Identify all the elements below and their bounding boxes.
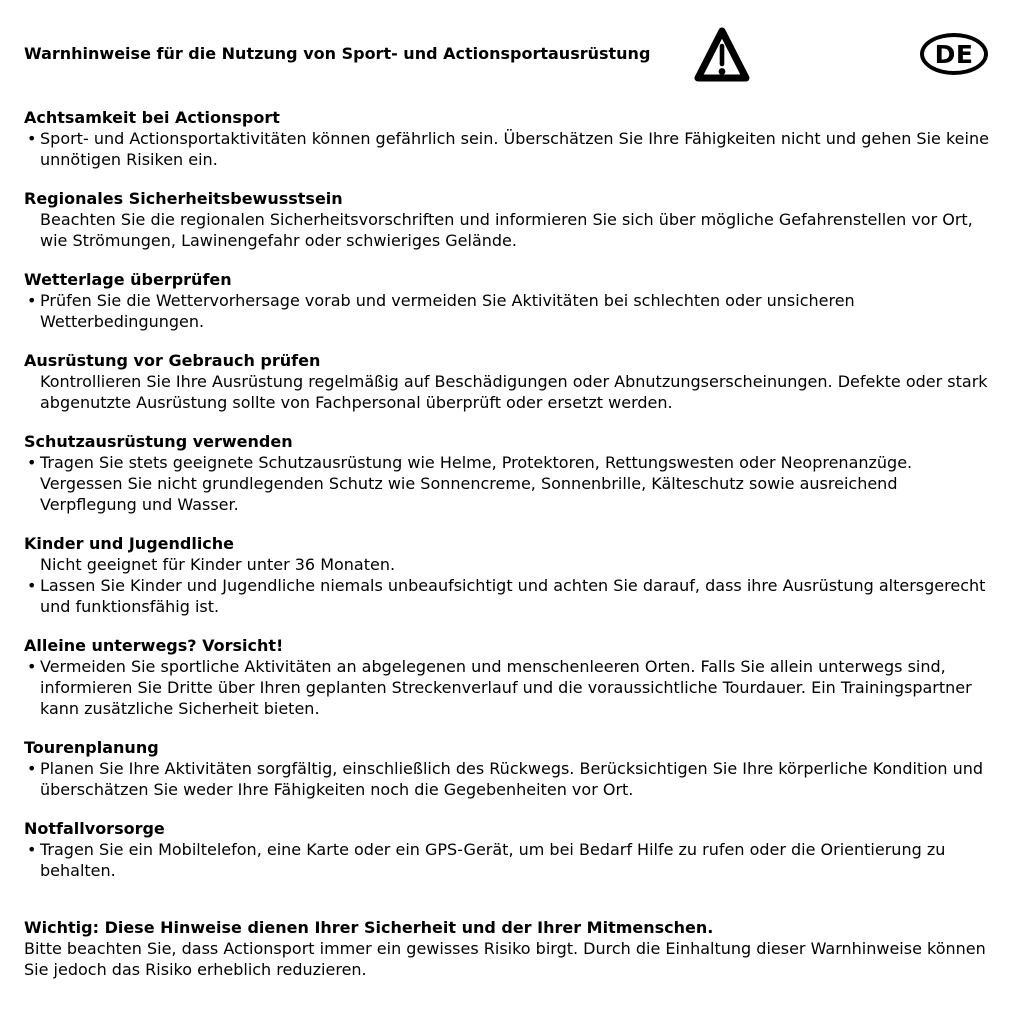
list-item-text: Prüfen Sie die Wettervorhersage vorab und vermeiden Sie Aktivitäten bei schlechten oder unsicheren Wetterbedingungen. bbox=[40, 291, 855, 331]
list-item-text: Tragen Sie stets geeignete Schutzausrüstung wie Helme, Protektoren, Rettungswesten oder Neoprenanzüge. Vergessen Sie nicht grundlegenden Schutz wie Sonnencreme, Sonnenbrille, Kälteschutz sowie ausreichend Verpflegung und Wasser. bbox=[40, 453, 913, 514]
document-header bbox=[24, 0, 998, 107]
section-heading: Notfallvorsorge bbox=[24, 819, 165, 838]
list-item bbox=[24, 452, 998, 515]
section-notfallvorsorge bbox=[24, 818, 998, 881]
footer-note bbox=[24, 917, 998, 980]
bullet-marker: • bbox=[27, 759, 37, 778]
list-item bbox=[24, 290, 998, 332]
section-alleine-unterwegs bbox=[24, 635, 998, 719]
footer-text: Bitte beachten Sie, dass Actionsport immer ein gewisses Risiko birgt. Durch die Einhaltung dieser Warnhinweise können Sie jedoch das Risiko erheblich reduzieren. bbox=[24, 939, 986, 979]
bullet-marker: • bbox=[27, 840, 37, 859]
list-item-text: Nicht geeignet für Kinder unter 36 Monaten. bbox=[40, 555, 396, 574]
page-title: Warnhinweise für die Nutzung von Sport- und Actionsportausrüstung bbox=[24, 44, 651, 63]
list-item-text: Planen Sie Ihre Aktivitäten sorgfältig, einschließlich des Rückwegs. Berücksichtigen Sie Ihre körperliche Kondition und überschätzen Sie weder Ihre Fähigkeiten noch die Gegebenheiten vor Ort. bbox=[40, 759, 984, 799]
bullet-marker: • bbox=[27, 576, 37, 595]
section-kinder-jugendliche bbox=[24, 533, 998, 617]
section-achtsamkeit bbox=[24, 107, 998, 170]
section-heading: Alleine unterwegs? Vorsicht! bbox=[24, 636, 284, 655]
footer-heading: Wichtig: Diese Hinweise dienen Ihrer Sicherheit und der Ihrer Mitmenschen. bbox=[24, 918, 714, 937]
section-regionales-sicherheitsbewusstsein bbox=[24, 188, 998, 251]
warning-triangle-icon bbox=[692, 23, 752, 87]
list-item-text: Sport- und Actionsportaktivitäten können gefährlich sein. Überschätzen Sie Ihre Fähigkeiten nicht und gehen Sie keine unnötigen Risiken ein. bbox=[40, 129, 989, 169]
bullet-marker: • bbox=[27, 291, 37, 310]
section-heading: Schutzausrüstung verwenden bbox=[24, 432, 293, 451]
section-heading: Ausrüstung vor Gebrauch prüfen bbox=[24, 351, 321, 370]
list-item bbox=[24, 575, 998, 617]
section-tourenplanung bbox=[24, 737, 998, 800]
section-heading: Kinder und Jugendliche bbox=[24, 534, 235, 553]
list-item bbox=[24, 839, 998, 881]
list-item bbox=[24, 209, 998, 251]
section-heading: Regionales Sicherheitsbewusstsein bbox=[24, 189, 343, 208]
language-badge bbox=[920, 33, 988, 75]
list-item-text: Lassen Sie Kinder und Jugendliche niemals unbeaufsichtigt und achten Sie darauf, dass ihre Ausrüstung altersgerecht und funktionsfähig ist. bbox=[40, 576, 986, 616]
section-ausruestung-pruefen bbox=[24, 350, 998, 413]
list-item bbox=[24, 758, 998, 800]
list-item bbox=[24, 371, 998, 413]
list-item bbox=[24, 656, 998, 719]
list-item bbox=[24, 128, 998, 170]
list-item-text: Tragen Sie ein Mobiltelefon, eine Karte oder ein GPS-Gerät, um bei Bedarf Hilfe zu rufen oder die Orientierung zu behalten. bbox=[40, 840, 946, 880]
section-heading: Tourenplanung bbox=[24, 738, 159, 757]
section-schutzausruestung bbox=[24, 431, 998, 515]
list-item bbox=[24, 554, 998, 575]
bullet-marker: • bbox=[27, 453, 37, 472]
section-heading: Wetterlage überprüfen bbox=[24, 270, 232, 289]
section-wetterlage bbox=[24, 269, 998, 332]
bullet-marker: • bbox=[27, 657, 37, 676]
list-item-text: Beachten Sie die regionalen Sicherheitsvorschriften und informieren Sie sich über mögliche Gefahrenstellen vor Ort, wie Strömungen, Lawinengefahr oder schwieriges Gelände. bbox=[40, 210, 973, 250]
bullet-marker: • bbox=[27, 129, 37, 148]
list-item-text: Vermeiden Sie sportliche Aktivitäten an abgelegenen und menschenleeren Orten. Falls Sie allein unterwegs sind, informieren Sie Dritte über Ihren geplanten Streckenverlauf und die voraussichtliche Tourdauer. Ein Trainingspartner kann zusätzliche Sicherheit bieten. bbox=[40, 657, 972, 718]
list-item-text: Kontrollieren Sie Ihre Ausrüstung regelmäßig auf Beschädigungen oder Abnutzungserscheinungen. Defekte oder stark abgenutzte Ausrüstung sollte von Fachpersonal überprüft oder ersetzt werden. bbox=[40, 372, 988, 412]
language-badge-label: DE bbox=[934, 39, 974, 69]
section-heading: Achtsamkeit bei Actionsport bbox=[24, 108, 280, 127]
